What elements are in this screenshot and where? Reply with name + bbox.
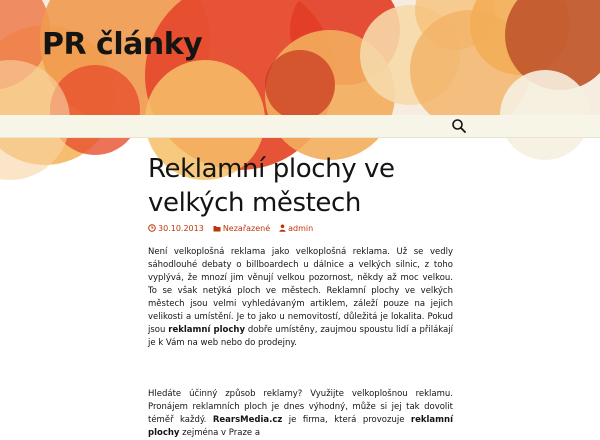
clock-icon [148,224,156,232]
post-date-link[interactable] [148,224,204,233]
site-title[interactable]: PR články [42,27,203,62]
post-date: 30.10.2013 [158,223,204,233]
bold-keyword: RearsMedia.cz [212,415,283,425]
post-category-link[interactable] [213,224,270,233]
post-paragraph: Není velkoplošná reklama jako velkoplošná reklama. Už se vedly sáhodlouhé debaty o billboardech u dálnice a velkých silnic, z toho vyplývá, že mnozí jim věnují velkou pozornost, někdy až moc velkou. To se však netýká ploch ve městech. Reklamní plochy ve velkých městech jsou velmi vyhledávaným artiklem, záleží pouze na jejich velikosti a umístění. Je to jako u nemovitostí, důležitá je lokalita. Pokud jsou reklamní plochy dobře umístěny, zaujmou spoustu lidí a přilákají je k Vám na web nebo do prodejny. [148,247,453,348]
post-content [148,246,453,440]
post-author-link[interactable] [279,224,313,233]
post-author: admin [288,223,314,233]
user-icon [279,224,286,232]
folder-icon [213,225,221,232]
bold-keyword: reklamní plochy [148,415,453,438]
search-icon[interactable] [451,118,467,134]
post-paragraph: Hledáte účinný způsob reklamy? Využijte velkoplošnou reklamu. Pronájem reklamních ploch je dnes výhodný, může si jej tak dovolit téměř každý. RearsMedia.cz je firma, která provozuje reklamní plochy zejména v Praze a [148,389,453,438]
navigation-bar [0,115,600,138]
post-meta [148,222,313,234]
bold-keyword: reklamní plochy [168,325,245,335]
post-title: Reklamní plochy ve velkých městech [148,154,395,218]
site-header [0,0,600,115]
post-category: Nezařazené [222,223,271,233]
